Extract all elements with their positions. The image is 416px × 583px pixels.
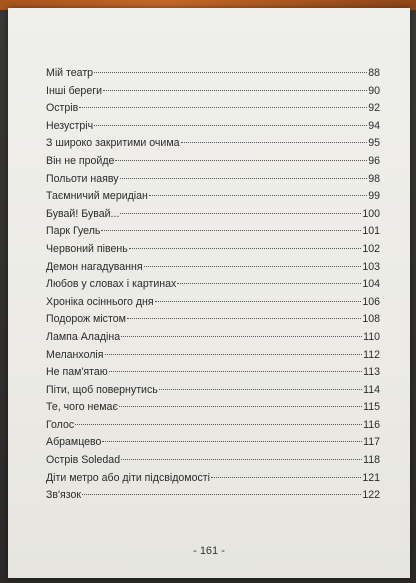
toc-dot-leader bbox=[127, 318, 361, 319]
toc-entry bbox=[46, 100, 380, 118]
toc-dot-leader bbox=[119, 406, 362, 407]
toc-dot-leader bbox=[177, 283, 361, 284]
toc-dot-leader bbox=[181, 142, 368, 143]
toc-dot-leader bbox=[105, 354, 363, 355]
toc-entry bbox=[46, 382, 380, 400]
toc-entry bbox=[46, 399, 380, 417]
toc-dot-leader bbox=[101, 230, 361, 231]
toc-dot-leader bbox=[94, 125, 367, 126]
toc-entry bbox=[46, 259, 380, 277]
toc-dot-leader bbox=[115, 160, 367, 161]
toc-entry-title: Він не пройде bbox=[46, 154, 115, 167]
toc-entry-title: Зв'язок bbox=[46, 489, 82, 502]
toc-entry-title: Хроніка осіннього дня bbox=[46, 295, 154, 308]
toc-entry-title: Незустріч bbox=[46, 119, 94, 132]
toc-entry-page: 118 bbox=[363, 454, 380, 467]
toc-entry-page: 110 bbox=[363, 330, 380, 343]
toc-entry-page: 99 bbox=[368, 190, 380, 203]
toc-entry bbox=[46, 206, 380, 224]
toc-dot-leader bbox=[102, 441, 362, 442]
toc-entry-title: Червоний півень bbox=[46, 242, 128, 255]
toc-entry-title: Мій театр bbox=[46, 67, 94, 79]
toc-entry-page: 103 bbox=[362, 260, 380, 273]
toc-entry-title: Острів Soledad bbox=[46, 454, 121, 467]
toc-dot-leader bbox=[120, 213, 361, 214]
toc-dot-leader bbox=[159, 389, 362, 390]
toc-dot-leader bbox=[109, 371, 362, 372]
toc-entry-title: Демон нагадування bbox=[46, 260, 143, 273]
toc-entry-title: Парк Гуель bbox=[46, 225, 101, 238]
toc-entry-page: 115 bbox=[363, 401, 380, 414]
toc-entry-page: 95 bbox=[368, 137, 380, 150]
toc-dot-leader bbox=[211, 477, 361, 478]
toc-dot-leader bbox=[103, 90, 367, 91]
toc-entry-title: Польоти наяву bbox=[46, 172, 119, 185]
toc-entry bbox=[46, 434, 380, 452]
toc-entry-page: 112 bbox=[363, 348, 380, 361]
toc-entry-page: 100 bbox=[362, 207, 380, 220]
toc-entry-title: Меланхолія bbox=[46, 348, 104, 361]
toc-entry bbox=[46, 329, 380, 347]
toc-entry-title: Таємничий меридіан bbox=[46, 190, 148, 203]
toc-entry bbox=[46, 241, 380, 259]
toc-dot-leader bbox=[149, 195, 367, 196]
toc-entry-page: 114 bbox=[363, 383, 380, 396]
toc-entry-title: Інші береги bbox=[46, 84, 102, 97]
toc-entry-page: 106 bbox=[362, 295, 380, 308]
toc-dot-leader bbox=[79, 107, 367, 108]
toc-entry-title: Голос bbox=[46, 418, 75, 431]
toc-entry bbox=[46, 311, 380, 329]
toc-entry-title: Піти, щоб повернутись bbox=[46, 383, 158, 396]
toc-dot-leader bbox=[121, 459, 362, 460]
toc-entry bbox=[46, 294, 380, 312]
toc-entry-page: 108 bbox=[362, 313, 380, 326]
toc-dot-leader bbox=[155, 301, 362, 302]
toc-entry-page: 98 bbox=[368, 172, 380, 185]
toc-entry-title: Не пам'ятаю bbox=[46, 366, 108, 379]
toc-entry-page: 121 bbox=[362, 471, 380, 484]
toc-entry bbox=[46, 83, 380, 101]
toc-entry bbox=[46, 417, 380, 435]
toc-dot-leader bbox=[144, 266, 362, 267]
toc-entry-title: Абрамцево bbox=[46, 436, 102, 449]
toc-entry-page: 96 bbox=[368, 154, 380, 167]
toc-entry-page: 94 bbox=[368, 119, 380, 132]
toc-entry-title: Бувай! Бувай... bbox=[46, 207, 120, 220]
toc-entry bbox=[46, 135, 380, 153]
toc-entry bbox=[46, 452, 380, 470]
toc-entry bbox=[46, 347, 380, 365]
toc-entry bbox=[46, 153, 380, 171]
toc-dot-leader bbox=[129, 248, 362, 249]
toc-entry-title: Острів bbox=[46, 102, 79, 115]
toc-entry bbox=[46, 487, 380, 505]
toc-entry-page: 104 bbox=[362, 278, 380, 291]
toc-entry bbox=[46, 171, 380, 189]
toc-entry-title: Лампа Аладіна bbox=[46, 330, 121, 343]
toc-entry-title: З широко закритими очима bbox=[46, 137, 180, 150]
toc-entry-title: Діти метро або діти підсвідомості bbox=[46, 471, 210, 484]
toc-entry-page: 102 bbox=[362, 242, 380, 255]
toc-entry-page: 101 bbox=[362, 225, 380, 238]
toc-entry bbox=[46, 188, 380, 206]
toc-entry-page: 116 bbox=[363, 418, 380, 431]
toc-dot-leader bbox=[82, 494, 361, 495]
toc-entry-page: 88 bbox=[368, 67, 380, 79]
toc-entry bbox=[46, 276, 380, 294]
toc-dot-leader bbox=[75, 424, 362, 425]
page-number: - 161 - bbox=[193, 545, 225, 557]
toc-entry-title: Те, чого немає bbox=[46, 401, 118, 414]
toc-dot-leader bbox=[120, 178, 368, 179]
toc-entry bbox=[46, 364, 380, 382]
toc-entry-title: Любов у словах і картинах bbox=[46, 278, 177, 291]
toc-entry-page: 90 bbox=[368, 84, 380, 97]
book-page bbox=[8, 8, 410, 578]
table-of-contents bbox=[46, 65, 380, 505]
toc-entry-page: 92 bbox=[368, 102, 380, 115]
toc-entry bbox=[46, 65, 380, 83]
toc-dot-leader bbox=[94, 72, 367, 73]
toc-entry-page: 113 bbox=[363, 366, 380, 379]
toc-entry bbox=[46, 470, 380, 488]
toc-entry-page: 122 bbox=[362, 489, 380, 502]
toc-entry-page: 117 bbox=[363, 436, 380, 449]
toc-entry bbox=[46, 118, 380, 136]
toc-dot-leader bbox=[121, 336, 362, 337]
toc-entry bbox=[46, 223, 380, 241]
toc-entry-title: Подорож містом bbox=[46, 313, 126, 326]
